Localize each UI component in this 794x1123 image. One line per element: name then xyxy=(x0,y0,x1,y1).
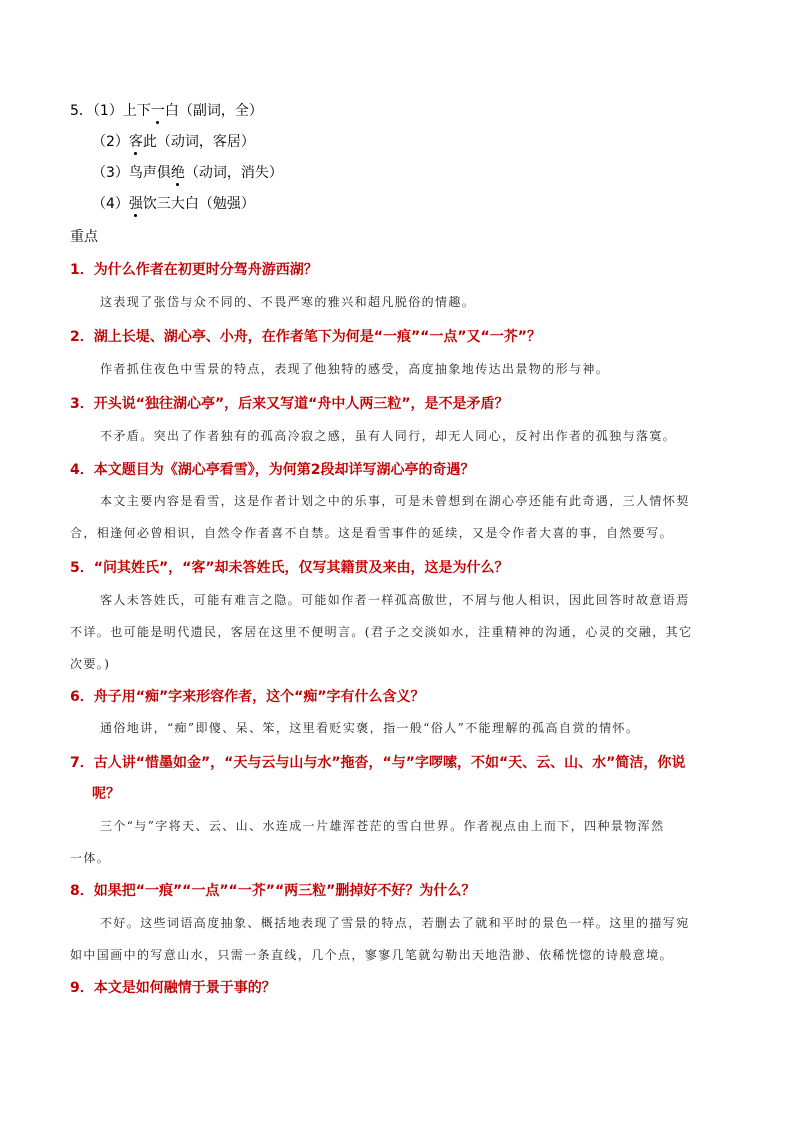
answer-5-line-3: 次要。) xyxy=(70,657,111,671)
item5-line4-prefix: （4） xyxy=(92,196,129,212)
answer-1-line-1: 这表现了张岱与众不同的、不畏严寒的雅兴和超凡脱俗的情趣。 xyxy=(100,295,476,309)
question-3: 3．开头说“独往湖心亭”，后来又写道“舟中人两三粒”，是不是矛盾？ xyxy=(70,396,509,412)
question-8: 8．如果把“一痕”“一点”“一芥”“两三粒”删掉好不好？为什么？ xyxy=(70,883,476,899)
answer-7-line-2: 一体。 xyxy=(70,851,111,865)
answer-5-line-1: 客人未答姓氏，可能有难言之隐。可能如作者一样孤高傲世，不屑与他人相识，因此回答时故意语焉 xyxy=(100,593,690,607)
item5-line3 xyxy=(92,162,283,182)
item5-line2-prefix: （2） xyxy=(92,134,129,150)
item5-line3-suffix: （动词，消失） xyxy=(184,165,283,181)
item5-line2-dotted-char: 客 xyxy=(128,134,143,150)
item5-line4-dotted-char: 强 xyxy=(128,196,143,212)
question-2: 2．湖上长堤、湖心亭、小舟，在作者笔下为何是“一痕”“一点”又“一芥”？ xyxy=(70,329,541,345)
item5-line1-prefix: 5．（1）上下 xyxy=(70,103,151,119)
answer-3-line-1: 不矛盾。突出了作者独有的孤高冷寂之感，虽有人同行，却无人同心，反衬出作者的孤独与落寞。 xyxy=(100,429,677,443)
answer-2-line-1: 作者抓住夜色中雪景的特点，表现了他独特的感受，高度抽象地传达出景物的形与神。 xyxy=(100,362,610,376)
item5-line1-dotted-char: 一 xyxy=(150,103,165,119)
answer-4-line-1: 本文主要内容是看雪，这是作者计划之中的乐事，可是未曾想到在湖心亭还能有此奇遇，三人情怀契 xyxy=(100,494,690,508)
answer-4-line-2: 合，相逢何必曾相识，自然令作者喜不自禁。这是看雪事件的延续，又是令作者大喜的事，自然要写。 xyxy=(70,526,674,540)
item5-line2-suffix: 此（动词，客居） xyxy=(142,134,255,150)
answer-5-line-2: 不详。也可能是明代遗民，客居在这里不便明言。(君子之交淡如水，注重精神的沟通，心灵的交融，其它 xyxy=(70,625,693,639)
answer-8-line-1: 不好。这些词语高度抽象、概括地表现了雪景的特点，若删去了就和平时的景色一样。这里的描写宛 xyxy=(100,916,690,930)
section-label: 重点 xyxy=(70,229,98,245)
question-4: 4．本文题目为《湖心亭看雪》，为何第2段却详写湖心亭的奇遇？ xyxy=(70,462,475,478)
answer-6-line-1: 通俗地讲，“痴”即傻、呆、笨，这里看贬实褒，指一般“俗人”不能理解的孤高自赏的情怀。 xyxy=(100,721,640,735)
question-1: 1．为什么作者在初更时分驾舟游西湖？ xyxy=(70,262,318,278)
item5-line1-suffix: 白（副词，全） xyxy=(164,103,263,119)
question-7: 7．古人讲“惜墨如金”，“天与云与山与水”拖沓，“与”字啰嗦，不如“天、云、山、水”简洁，你说 xyxy=(70,755,686,771)
item5-line3-dotted-char: 绝 xyxy=(170,165,185,181)
answer-7-line-1: 三个“与”字将天、云、山、水连成一片雄浑苍茫的雪白世界。作者视点由上而下，四种景物浑然 xyxy=(100,819,665,833)
question-5: 5．“问其姓氏”，“客”却未答姓氏，仅写其籍贯及来由，这是为什么？ xyxy=(70,560,509,576)
question-7-cont: 呢？ xyxy=(92,786,120,802)
answer-8-line-2: 如中国画中的写意山水，只需一条直线，几个点，寥寥几笔就勾勒出天地浩渺、依稀恍惚的诗般意境。 xyxy=(70,948,674,962)
item5-line4 xyxy=(92,193,255,213)
item5-line1 xyxy=(70,100,263,120)
item5-line3-prefix: （3）鸟声俱 xyxy=(92,165,171,181)
item5-line4-suffix: 饮三大白（勉强） xyxy=(142,196,255,212)
question-6: 6．舟子用“痴”字来形容作者，这个“痴”字有什么含义？ xyxy=(70,689,425,705)
question-9: 9．本文是如何融情于景于事的？ xyxy=(70,980,276,996)
item5-line2 xyxy=(92,131,255,151)
